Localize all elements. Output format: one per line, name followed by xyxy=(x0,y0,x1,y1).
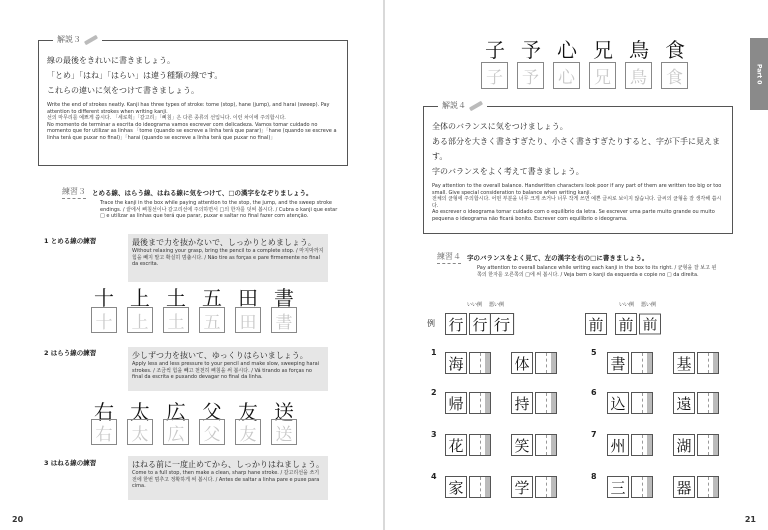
model-kanji: 学 xyxy=(511,476,533,498)
item-number: 6 xyxy=(591,388,597,397)
bad-example-kanji: 行 xyxy=(490,313,514,335)
trace-cell[interactable]: 兄 xyxy=(589,62,616,89)
sweep-stroke-title: 2 はらう線の練習 xyxy=(44,349,97,357)
write-cell[interactable] xyxy=(535,352,557,374)
item-number: 8 xyxy=(591,472,597,481)
trace-cell[interactable]: 父 xyxy=(199,419,225,445)
pencil-icon xyxy=(469,100,483,110)
kanji: 兄 xyxy=(593,38,613,62)
write-cell[interactable] xyxy=(697,352,719,374)
commentary-4-line-3: 字のバランスをよく考えて書きましょう。 xyxy=(432,167,584,176)
model-kanji: 家 xyxy=(445,476,467,498)
top-trace-row xyxy=(481,62,697,89)
sweep-stroke-box: 少しずつ力を抜いて、ゆっくりはらいましょう。 Apply less and less pressure to your pencil and make slow, sweeping harai strokes. / 조금씩 힘을 빼고 천천히 삐침을 써 봅시다. / Vá tirando as forças no final da escrita e puxando devagar no final da linha. xyxy=(128,347,328,391)
item-number: 7 xyxy=(591,430,597,439)
write-cell[interactable] xyxy=(535,476,557,498)
bad-example-kanji: 前 xyxy=(639,314,661,335)
model-kanji: 書 xyxy=(607,352,629,374)
trace-cell[interactable]: 鳥 xyxy=(625,62,652,89)
kanji: 田 xyxy=(238,286,258,310)
write-cell[interactable] xyxy=(631,476,653,498)
commentary-3-en: Write the end of strokes neatly. Kanji has three types of stroke: tome (stop), hane (jump), and harai (sweep). Pay attention to different strokes when writing kanji. xyxy=(47,102,330,115)
sweep-stroke-trace-row xyxy=(91,419,307,445)
trace-cell[interactable]: 土 xyxy=(163,307,189,333)
item-number: 3 xyxy=(431,430,437,439)
kanji: 心 xyxy=(557,38,577,62)
commentary-3-line-3: これらの違いに気をつけて書きましょう。 xyxy=(47,86,199,95)
item-number: 2 xyxy=(431,388,437,397)
kanji: 友 xyxy=(238,400,258,424)
model-kanji: 海 xyxy=(445,352,467,374)
jump-stroke-box: はねる前に一度止めてから、しっかりはねましょう。 Come to a full stop, then make a clean, sharp hane stroke. / 갈고리선을 쓰기 전에 한번 멈추고 정확하게 써 봅시다. / Antes de saltar a linha pare e puxe para cima. xyxy=(128,456,328,500)
exercise-4-instruction: Pay attention to overall balance while writing each kanji in the box to its right. / 균형을 잘 보고 왼쪽의 한자를 오른쪽의 □에 써 봅시다. / Veja bem o kanji da esquerda e copie no □ da direita. xyxy=(477,265,717,278)
commentary-4-box xyxy=(423,101,733,234)
commentary-3-tag: 解説３ xyxy=(53,34,102,45)
part-tab: Part 0 xyxy=(750,38,768,110)
left-page xyxy=(0,0,383,530)
trace-cell[interactable]: 十 xyxy=(91,307,117,333)
write-cell[interactable] xyxy=(535,434,557,456)
stop-stroke-title: 1 とめる線の練習 xyxy=(44,237,97,245)
stop-stroke-box: 最後まで力を抜かないで、しっかりとめましょう。 Without relaxing your grasp, bring the pencil to a complete stop. / 마지막까지 힘을 빼지 말고 확실히 멈춥시다. / Não tire as forças e pare firmemente no final da escrita. xyxy=(128,234,328,282)
trace-cell[interactable]: 心 xyxy=(553,62,580,89)
commentary-4-tag: 解説４ xyxy=(438,100,487,111)
commentary-3-line-1: 線の最後をきれいに書きましょう。 xyxy=(47,56,175,65)
trace-cell[interactable]: 子 xyxy=(481,62,508,89)
trace-cell[interactable]: 上 xyxy=(127,307,153,333)
pencil-icon xyxy=(84,34,98,44)
commentary-3-ko: 선의 마무리를 예쁘게 씁시다. 「세로획」「갈고리」「삐침」은 다른 종류의 선입니다. 이런 차이에 주의합시다. xyxy=(47,115,286,121)
write-cell[interactable] xyxy=(697,392,719,414)
exercise-4-header: 練習４ 字のバランスをよく見て、左の漢字を右の□に書きましょう。 xyxy=(437,252,649,262)
kanji: 予 xyxy=(521,38,541,62)
page-number-left: 20 xyxy=(12,515,24,524)
model-kanji: 体 xyxy=(511,352,533,374)
commentary-4-en: Pay attention to the overall balance. Handwritten characters look poor if any part of them are written too big or too small. Give special consideration to balance when writing kanji. xyxy=(432,183,722,196)
model-kanji: 遠 xyxy=(673,392,695,414)
good-example-kanji: 行 xyxy=(469,313,491,335)
good-example-label: いい例 xyxy=(619,302,635,308)
kanji: 右 xyxy=(94,400,114,424)
bad-example-label: 悪い例 xyxy=(641,302,657,308)
commentary-3-pt: No momento de terminar a escrita do ideograma vamos escrever com delicadeza. Vamos tomar cuidado no momento que for utilizar as linhas 「tome (quando se escreve a linha terá que parar)」「hane (quando se escreve a linha terá que puxar no final)」「harai (quando se escreve a linha terá que puxar no final)」 xyxy=(47,121,337,141)
trace-cell[interactable]: 書 xyxy=(271,307,297,333)
model-kanji: 湖 xyxy=(673,434,695,456)
model-kanji: 州 xyxy=(607,434,629,456)
right-page xyxy=(385,0,768,530)
kanji: 鳥 xyxy=(629,38,649,62)
write-cell[interactable] xyxy=(697,476,719,498)
commentary-3-box xyxy=(38,35,348,166)
commentary-3-line-2: 「とめ」「はね」「はらい」は違う種類の線です。 xyxy=(47,71,223,80)
write-cell[interactable] xyxy=(631,434,653,456)
commentary-4-ko: 전체의 균형에 주의합시다. 어떤 부분을 너무 크게 쓰거나 너무 작게 쓰면 예쁜 글씨로 보이지 않습니다. 글씨의 균형을 잘 생각해 씁시다. xyxy=(432,196,722,209)
commentary-4-line-2: ある部分を大きく書きすぎたり、小さく書きすぎたりすると、字が下手に見えます。 xyxy=(432,137,720,161)
trace-cell[interactable]: 田 xyxy=(235,307,261,333)
top-kanji-row xyxy=(477,34,693,63)
write-cell[interactable] xyxy=(631,392,653,414)
page-number-right: 21 xyxy=(744,515,756,524)
trace-cell[interactable]: 食 xyxy=(661,62,688,89)
kanji: 五 xyxy=(202,286,222,310)
model-kanji: 器 xyxy=(673,476,695,498)
write-cell[interactable] xyxy=(469,434,491,456)
model-kanji: 基 xyxy=(673,352,695,374)
bad-example-label: 悪い例 xyxy=(489,302,505,308)
item-number: 1 xyxy=(431,348,437,357)
trace-cell[interactable]: 五 xyxy=(199,307,225,333)
trace-cell[interactable]: 広 xyxy=(163,419,189,445)
exercise-3-header: 練習３ とめる線、はらう線、はねる線に気をつけて、□の漢字をなぞりましょう。 xyxy=(62,187,313,197)
model-kanji: 花 xyxy=(445,434,467,456)
kanji: 父 xyxy=(202,400,222,424)
trace-cell[interactable]: 友 xyxy=(235,419,261,445)
kanji: 十 xyxy=(94,286,114,310)
model-kanji: 笑 xyxy=(511,434,533,456)
kanji: 書 xyxy=(274,286,294,310)
commentary-4-pt: Ao escrever o ideograma tomar cuidado com o equilíbrio da letra. Se escrever uma parte muito grande ou muito pequena o ideograma não ficará bonito. Escrever com equilíbrio o ideograma. xyxy=(432,209,715,222)
model-kanji: 帰 xyxy=(445,392,467,414)
model-kanji: 前 xyxy=(585,313,607,335)
trace-cell[interactable]: 送 xyxy=(271,419,297,445)
stop-stroke-trace-row xyxy=(91,307,307,333)
exercise-3-instruction: Trace the kanji in the box while paying attention to the stop, the jump, and the sweep stroke endings. / 끝에서 삐침선이나 갈고리선에 주의하면서 □의 한자를 덧써 봅시다. / Cubra o kanji que estar □ e utilizar as linhas que terá que parar, puxar e saltar no final fazer com atenção. xyxy=(100,200,338,219)
model-kanji: 込 xyxy=(607,392,629,414)
commentary-4-line-1: 全体のバランスに気をつけましょう。 xyxy=(432,122,568,131)
trace-cell[interactable]: 予 xyxy=(517,62,544,89)
write-cell[interactable] xyxy=(535,392,557,414)
good-example-label: いい例 xyxy=(467,302,483,308)
kanji: 食 xyxy=(665,38,685,62)
item-number: 5 xyxy=(591,348,597,357)
example-label: 例 xyxy=(427,319,435,328)
write-cell[interactable] xyxy=(469,476,491,498)
trace-cell[interactable]: 右 xyxy=(91,419,117,445)
model-kanji: 行 xyxy=(445,313,467,335)
jump-stroke-title: 3 はねる線の練習 xyxy=(44,459,97,467)
kanji: 太 xyxy=(130,400,150,424)
kanji: 土 xyxy=(166,286,186,310)
model-kanji: 三 xyxy=(607,476,629,498)
write-cell[interactable] xyxy=(469,352,491,374)
kanji: 上 xyxy=(130,286,150,310)
write-cell[interactable] xyxy=(469,392,491,414)
kanji: 送 xyxy=(274,400,294,424)
item-number: 4 xyxy=(431,472,437,481)
kanji: 広 xyxy=(166,400,186,424)
write-cell[interactable] xyxy=(697,434,719,456)
trace-cell[interactable]: 太 xyxy=(127,419,153,445)
write-cell[interactable] xyxy=(631,352,653,374)
model-kanji: 持 xyxy=(511,392,533,414)
good-example-kanji: 前 xyxy=(615,313,637,335)
kanji: 子 xyxy=(485,38,505,62)
